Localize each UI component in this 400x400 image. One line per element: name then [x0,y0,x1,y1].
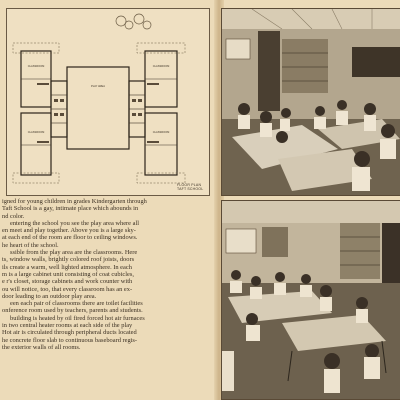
tree-icon [116,16,126,26]
text-line: ils create a warm, well lighted atmosphere. In each [2,263,132,271]
text-line: Hot air is circulated through peripheral ducts located [2,329,137,337]
classroom-photo-bottom [221,200,400,400]
room-label: CLASSROOM [27,131,45,134]
classroom-sw [21,113,51,175]
play-area [67,67,129,149]
floor-plan-title-line1: FLOOR PLAN [177,183,202,187]
text-line: he heart of the school. [2,241,59,249]
classroom-se [145,113,177,175]
text-line: nd color. [2,212,25,220]
text-line: the exterior walls of all rooms. [2,343,81,351]
body-text [2,198,212,351]
text-line: building is heated by oil fired forced hot air furnaces [10,314,145,322]
text-line: ts, window walls, brightly colored roof joists, doors [2,256,135,264]
tree-icon [143,21,151,29]
door [258,31,280,111]
room-label: CLASSROOM [152,131,170,134]
text-line: in two central heater rooms at each side of the play [2,322,133,330]
shelves [262,227,288,257]
chalkboard [352,47,400,77]
text-line: onference room used by teachers, parents and students. [2,307,143,315]
text-line: ou will notice, too, that every classroom has an ex- [2,285,133,293]
floor-plan [6,8,210,196]
room-label: CLASSROOM [27,65,45,68]
text-line: e r's closet, storage cabinets and work counter with [2,278,133,286]
room-label: CLASSROOM [152,65,170,68]
wall-display [226,229,256,253]
text-line: een each pair of classrooms there are toilet facilities [10,300,143,308]
classroom-photo-bottom-image [222,201,400,399]
room-label: PLAY AREA [90,85,106,88]
text-line: door leading to an outdoor play area. [2,292,97,300]
bulletin-board [226,39,250,59]
text-line: igned for young children in grades Kindergarten through [2,198,147,205]
text-line: ssible from the play area are the classrooms. Here [10,249,138,257]
shelves [282,39,328,93]
tree-icon [125,21,133,29]
floor-plan-title [177,183,213,191]
floor-plan-title-line2: TAFT SCHOOL [177,187,204,191]
text-line: at each end of the room are floor to ceiling windows. [2,234,138,242]
tree-icon [134,14,144,24]
classroom-photo-top-image [222,9,400,195]
text-line: entering the school you see the play area where all [10,219,140,227]
text-line: m is a large cabinet unit consisting of coat cubicles, [2,270,134,278]
text-line: en meet and play together. Above you is a large sky- [2,227,136,235]
child-foreground [222,351,234,391]
classroom-photo-top [221,8,400,196]
text-line: he concrete floor slab to continuous baseboard regis- [2,336,138,344]
floor-plan-drawing [7,9,209,195]
text-line: Taft School is a gay, intimate place which abounds in [2,205,139,213]
